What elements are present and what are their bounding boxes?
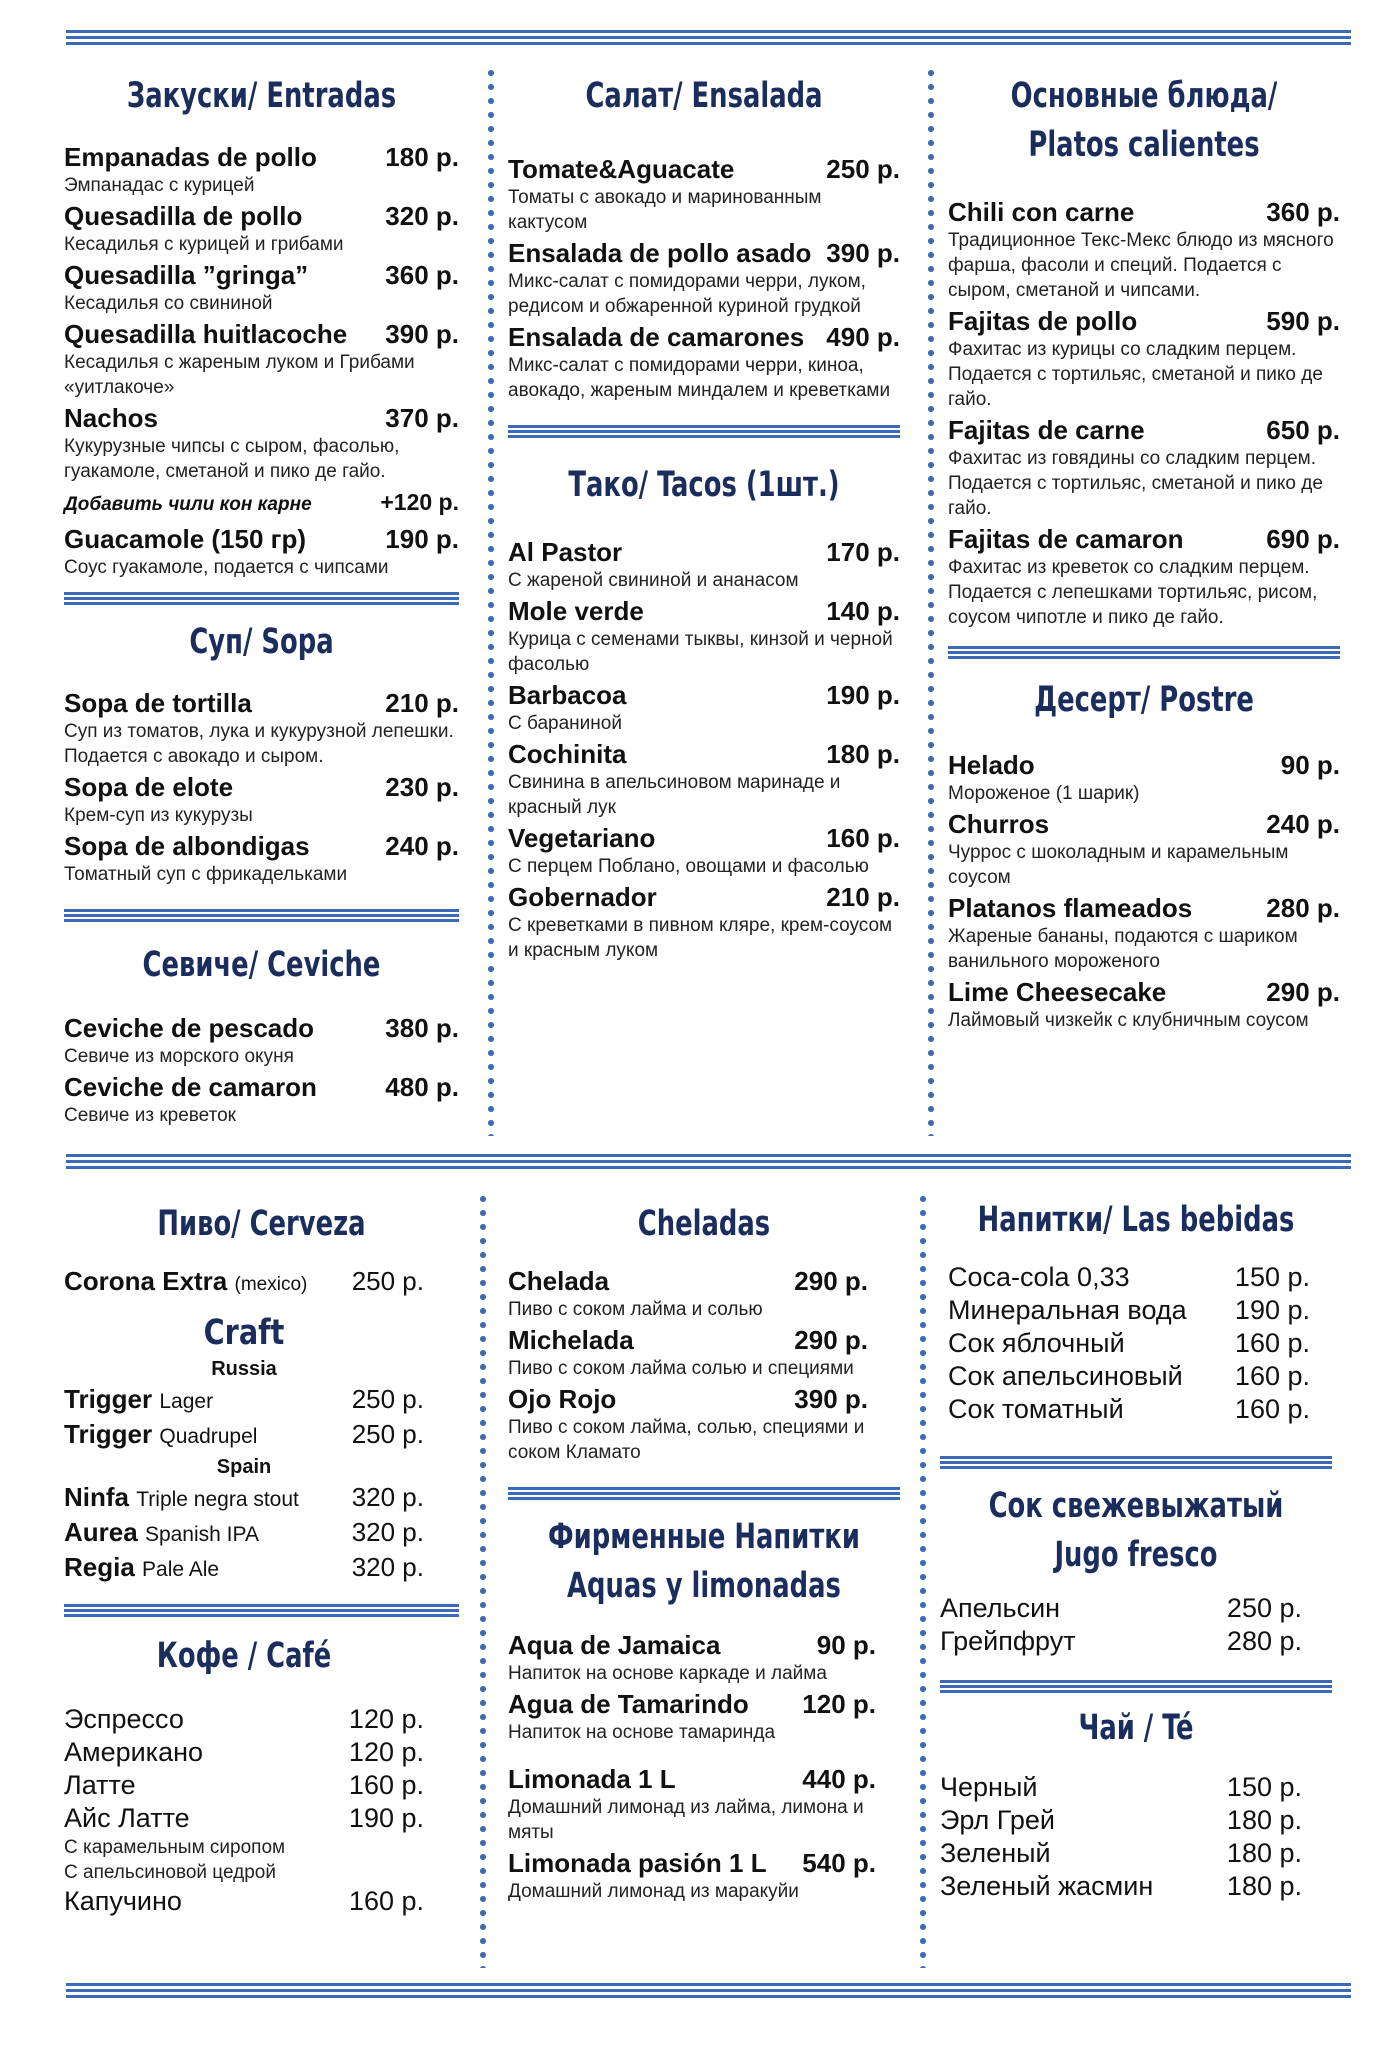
drink-item bbox=[948, 1327, 1310, 1360]
item-description: Пиво с соком лайма и солью bbox=[508, 1299, 763, 1320]
item-price: 180 р. bbox=[1226, 1805, 1302, 1835]
section-title: Салат/ Ensalada bbox=[585, 76, 823, 116]
item-description: Кукурузные чипсы с сыром, фасолью, гуакамоле, сметаной и пико де гайо. bbox=[64, 436, 400, 482]
menu-item bbox=[948, 414, 1340, 521]
item-description: Севиче из морского окуня bbox=[64, 1046, 294, 1067]
juice-item bbox=[940, 1592, 1302, 1625]
item-description: С апельсиновой цедрой bbox=[64, 1862, 276, 1883]
section-salat bbox=[508, 72, 900, 403]
item-description: С креветками в пивном кляре, крем-соусом и красным луком bbox=[508, 915, 893, 961]
dotted-divider bbox=[920, 1192, 926, 1968]
menu-item bbox=[64, 523, 459, 580]
item-description: Томатный суп с фрикадельками bbox=[64, 864, 348, 885]
beer-style: Spanish IPA bbox=[144, 1523, 259, 1546]
beer-price: 250 р. bbox=[351, 1266, 424, 1296]
item-name: Gobernador bbox=[508, 882, 657, 912]
item-name: Ensalada de pollo asado bbox=[508, 238, 812, 268]
item-price: 150 р. bbox=[1234, 1262, 1310, 1292]
section-kofe bbox=[64, 1632, 459, 1918]
item-price: 390 р. bbox=[826, 238, 900, 268]
beer-item bbox=[64, 1418, 424, 1453]
section-divider bbox=[940, 1456, 1332, 1470]
item-description: Крем-суп из кукурузы bbox=[64, 805, 253, 826]
column-bottom-left bbox=[64, 1200, 459, 1918]
section-sok bbox=[940, 1482, 1332, 1658]
item-name: Американо bbox=[64, 1737, 204, 1767]
item-description: Пиво с соком лайма, солью, специями и соком Кламато bbox=[508, 1417, 865, 1463]
item-price: 290 р. bbox=[1266, 977, 1340, 1007]
drink-item bbox=[948, 1261, 1310, 1294]
section-tacos bbox=[508, 461, 900, 963]
item-description: Кесадилья с курицей и грибами bbox=[64, 234, 344, 255]
item-name: Vegetariano bbox=[508, 823, 656, 853]
item-description: С бараниной bbox=[508, 713, 622, 734]
item-description: С карамельным сиропом bbox=[64, 1837, 286, 1858]
item-price: 650 р. bbox=[1266, 415, 1340, 445]
beer-style: Quadrupel bbox=[159, 1425, 258, 1448]
item-price: 440 р. bbox=[802, 1764, 876, 1794]
item-price: 190 р. bbox=[348, 1803, 424, 1833]
addon-price: +120 р. bbox=[380, 489, 459, 515]
section-title: Суп/ Sopa bbox=[189, 622, 334, 662]
beer-style: Triple negra stout bbox=[136, 1488, 299, 1511]
item-name: Fajitas de pollo bbox=[948, 306, 1138, 336]
item-description: Эмпанадас с курицей bbox=[64, 175, 255, 196]
menu-item bbox=[508, 595, 900, 677]
beer-name: Regia bbox=[64, 1552, 135, 1582]
item-price: 240 р. bbox=[385, 831, 459, 861]
tea-item bbox=[940, 1804, 1302, 1837]
menu-item bbox=[508, 679, 900, 736]
item-price: 280 р. bbox=[1266, 893, 1340, 923]
item-description: Фахитас из креветок со сладким перцем. Подается с лепешками тортильяс, рисом, соусом чипотле и пико де гайо. bbox=[948, 557, 1318, 628]
beer-name: Trigger bbox=[64, 1419, 153, 1449]
item-name: Quesadilla de pollo bbox=[64, 201, 303, 231]
dotted-divider bbox=[928, 66, 934, 1136]
item-price: 190 р. bbox=[385, 524, 459, 554]
coffee-list bbox=[64, 1703, 424, 1918]
coffee-item bbox=[64, 1885, 424, 1918]
item-description: Фахитас из говядины со сладким перцем. Подается с тортильяс, сметаной и пико де гайо. bbox=[948, 448, 1323, 519]
item-name: Сок томатный bbox=[948, 1394, 1124, 1424]
item-name: Empanadas de pollo bbox=[64, 142, 317, 172]
item-description: Традиционное Текс-Мекс блюдо из мясного фарша, фасоли и специй. Подается с сыром, сметаной и чипсами. bbox=[948, 230, 1334, 301]
beer-item bbox=[64, 1481, 424, 1516]
menu-item bbox=[508, 738, 900, 820]
region-russia: Russia bbox=[211, 1358, 277, 1380]
section-title: Севиче/ Ceviche bbox=[142, 945, 381, 985]
section-title-line2: Platos calientes bbox=[1028, 125, 1260, 165]
menu-item bbox=[508, 237, 900, 319]
tea-item bbox=[940, 1771, 1302, 1804]
item-name: Fajitas de carne bbox=[948, 415, 1145, 445]
menu-item bbox=[64, 1012, 459, 1069]
middle-border-stripe bbox=[66, 1154, 1351, 1172]
item-price: 120 р. bbox=[348, 1704, 424, 1734]
item-description: Напиток на основе тамаринда bbox=[508, 1722, 776, 1743]
section-title-line2: Aquas y limonadas bbox=[567, 1566, 841, 1606]
item-price: 160 р. bbox=[1234, 1394, 1310, 1424]
menu-item bbox=[948, 196, 1340, 303]
item-name: Fajitas de camaron bbox=[948, 524, 1184, 554]
menu-item bbox=[508, 321, 900, 403]
section-divider bbox=[64, 592, 459, 606]
drink-item bbox=[948, 1393, 1310, 1426]
item-description: Суп из томатов, лука и кукурузной лепешки. Подается с авокадо и сыром. bbox=[64, 721, 454, 767]
item-description: Пиво с соком лайма солью и специями bbox=[508, 1358, 854, 1379]
item-name: Michelada bbox=[508, 1325, 634, 1355]
item-description: Лаймовый чизкейк с клубничным соусом bbox=[948, 1010, 1309, 1031]
section-title: Закуски/ Entradas bbox=[126, 76, 397, 116]
item-name: Sopa de albondigas bbox=[64, 831, 310, 861]
item-description: Микс-салат с помидорами черри, киноа, авокадо, жареным миндалем и креветками bbox=[508, 355, 891, 401]
menu-item bbox=[508, 822, 900, 879]
section-title: Чай / Té bbox=[1078, 1708, 1194, 1748]
item-price: 250 р. bbox=[1226, 1593, 1302, 1623]
item-price: 390 р. bbox=[794, 1384, 868, 1414]
beer-name: Ninfa bbox=[64, 1482, 129, 1512]
section-divider bbox=[948, 646, 1340, 660]
item-name: Эспрессо bbox=[64, 1704, 184, 1734]
item-price: 490 р. bbox=[826, 322, 900, 352]
item-name: Helado bbox=[948, 750, 1035, 780]
item-price: 180 р. bbox=[1226, 1838, 1302, 1868]
item-description: Напиток на основе каркаде и лайма bbox=[508, 1663, 827, 1684]
column-top-right bbox=[948, 72, 1340, 1035]
section-title: Десерт/ Postre bbox=[1034, 680, 1254, 720]
coffee-item bbox=[64, 1703, 424, 1736]
section-divider bbox=[940, 1680, 1332, 1694]
menu-item bbox=[948, 892, 1340, 974]
section-napitki bbox=[940, 1196, 1332, 1426]
menu-item bbox=[948, 749, 1340, 806]
item-price: 160 р. bbox=[1234, 1328, 1310, 1358]
item-name: Ojo Rojo bbox=[508, 1384, 617, 1414]
menu-item bbox=[948, 305, 1340, 412]
item-name: Айс Латте bbox=[64, 1803, 190, 1833]
item-name: Tomate&Aguacate bbox=[508, 154, 735, 184]
section-title: Тако/ Tacos (1шт.) bbox=[568, 465, 840, 505]
item-name: Зеленый жасмин bbox=[940, 1871, 1154, 1901]
tea-item bbox=[940, 1837, 1302, 1870]
item-name: Сок апельсиновый bbox=[948, 1361, 1183, 1391]
item-price: 90 р. bbox=[816, 1630, 876, 1660]
item-name: Черный bbox=[940, 1772, 1038, 1802]
item-price: 120 р. bbox=[802, 1689, 876, 1719]
menu-item bbox=[948, 808, 1340, 890]
item-price: 120 р. bbox=[348, 1737, 424, 1767]
item-price: 480 р. bbox=[385, 1072, 459, 1102]
section-title: Пиво/ Cerveza bbox=[157, 1204, 366, 1244]
column-top-left bbox=[64, 72, 459, 1130]
section-title-line2: Jugo fresco bbox=[1054, 1535, 1218, 1575]
section-pivo bbox=[64, 1200, 459, 1586]
item-description: Свинина в апельсиновом маринаде и красный лук bbox=[508, 772, 841, 818]
item-name: Chelada bbox=[508, 1266, 610, 1296]
item-price: 290 р. bbox=[794, 1266, 868, 1296]
menu-item bbox=[948, 523, 1340, 630]
item-description: Томаты с авокадо и маринованным кактусом bbox=[508, 187, 822, 233]
coffee-item bbox=[64, 1802, 424, 1835]
item-name: Капучино bbox=[64, 1886, 182, 1916]
addon-name: Добавить чили кон карне bbox=[64, 494, 312, 515]
item-price: 160 р. bbox=[348, 1770, 424, 1800]
section-zakuski bbox=[64, 72, 459, 580]
drink-item bbox=[948, 1294, 1310, 1327]
item-name: Agua de Tamarindo bbox=[508, 1689, 749, 1719]
item-name: Quesadilla huitlacoche bbox=[64, 319, 348, 349]
section-divider bbox=[64, 909, 459, 923]
item-description: Чуррос с шоколадным и карамельным соусом bbox=[948, 842, 1289, 888]
item-description: Микс-салат с помидорами черри, луком, редисом и обжаренной куриной грудкой bbox=[508, 271, 866, 317]
item-description: Жареные бананы, подаются с шариком ванильного мороженого bbox=[948, 926, 1298, 972]
item-name: Sopa de elote bbox=[64, 772, 234, 802]
item-description: Мороженое (1 шарик) bbox=[948, 783, 1140, 804]
item-name: Эрл Грей bbox=[940, 1805, 1055, 1835]
item-name: Quesadilla ”gringa” bbox=[64, 260, 309, 290]
section-sopa bbox=[64, 618, 459, 887]
beer-name: Corona Extra bbox=[64, 1266, 228, 1296]
menu-item bbox=[64, 771, 459, 828]
craft-title: Craft bbox=[203, 1313, 285, 1353]
column-top-middle bbox=[508, 72, 900, 965]
menu-item bbox=[64, 687, 459, 769]
item-price: 190 р. bbox=[1234, 1295, 1310, 1325]
item-name: Cochinita bbox=[508, 739, 627, 769]
section-title: Напитки/ Las bebidas bbox=[977, 1200, 1295, 1240]
item-price: 590 р. bbox=[1266, 306, 1340, 336]
coffee-item bbox=[64, 1769, 424, 1802]
item-name: Coca-cola 0,33 bbox=[948, 1262, 1130, 1292]
menu-item bbox=[64, 318, 459, 400]
beer-name: Trigger bbox=[64, 1384, 153, 1414]
beer-style: Lager bbox=[159, 1390, 214, 1413]
beer-style: Pale Ale bbox=[142, 1558, 220, 1581]
item-name: Platanos flameados bbox=[948, 893, 1193, 923]
dotted-divider bbox=[488, 66, 494, 1136]
juice-item bbox=[940, 1625, 1302, 1658]
item-name: Aqua de Jamaica bbox=[508, 1630, 721, 1660]
item-name: Латте bbox=[64, 1770, 136, 1800]
item-price: 90 р. bbox=[1280, 750, 1340, 780]
item-name: Al Pastor bbox=[508, 537, 623, 567]
menu-item bbox=[508, 536, 900, 593]
item-name: Lime Cheesecake bbox=[948, 977, 1167, 1007]
item-price: 190 р. bbox=[826, 680, 900, 710]
item-description: Соус гуакамоле, подается с чипсами bbox=[64, 557, 389, 578]
menu-item bbox=[508, 1763, 876, 1845]
section-title-line1: Основные блюда/ bbox=[1010, 76, 1278, 116]
menu-item bbox=[508, 1629, 876, 1686]
item-price: 250 р. bbox=[826, 154, 900, 184]
beer-price: 320 р. bbox=[351, 1552, 424, 1582]
item-price: 380 р. bbox=[385, 1013, 459, 1043]
column-bottom-right bbox=[940, 1196, 1332, 1903]
menu-item-addon bbox=[64, 486, 459, 521]
section-title: Кофе / Café bbox=[156, 1636, 332, 1676]
menu-item bbox=[948, 976, 1340, 1033]
item-price: 210 р. bbox=[826, 882, 900, 912]
top-border-stripe bbox=[66, 30, 1351, 48]
item-description: Кесадилья со свининой bbox=[64, 293, 273, 314]
item-name: Churros bbox=[948, 809, 1050, 839]
item-name: Limonada 1 L bbox=[508, 1764, 676, 1794]
item-description: Курица с семенами тыквы, кинзой и черной фасолью bbox=[508, 629, 893, 675]
beer-item bbox=[64, 1265, 424, 1301]
item-description: Домашний лимонад из маракуйи bbox=[508, 1881, 799, 1902]
section-title-line1: Фирменные Напитки bbox=[548, 1517, 860, 1557]
item-name: Sopa de tortilla bbox=[64, 688, 252, 718]
item-price: 160 р. bbox=[348, 1886, 424, 1916]
item-price: 390 р. bbox=[385, 319, 459, 349]
bottom-border-stripe bbox=[66, 1983, 1351, 2001]
section-divider bbox=[508, 1487, 900, 1501]
menu-item bbox=[508, 1324, 868, 1381]
menu-item bbox=[508, 153, 900, 235]
section-osnovnye bbox=[948, 72, 1340, 630]
beer-item bbox=[64, 1383, 424, 1418]
beer-price: 320 р. bbox=[351, 1517, 424, 1547]
section-cheladas bbox=[508, 1200, 900, 1465]
item-name: Nachos bbox=[64, 403, 158, 433]
item-name: Limonada pasión 1 L bbox=[508, 1848, 767, 1878]
beer-origin: (mexico) bbox=[234, 1274, 308, 1295]
item-name: Апельсин bbox=[940, 1593, 1061, 1623]
drink-item bbox=[948, 1360, 1310, 1393]
beer-price: 320 р. bbox=[351, 1482, 424, 1512]
item-price: 160 р. bbox=[1234, 1361, 1310, 1391]
beer-price: 250 р. bbox=[351, 1419, 424, 1449]
menu-item bbox=[508, 1688, 876, 1745]
item-price: 180 р. bbox=[385, 142, 459, 172]
item-price: 140 р. bbox=[826, 596, 900, 626]
item-name: Barbacoa bbox=[508, 680, 627, 710]
menu-item bbox=[508, 1847, 876, 1904]
firmennye-list bbox=[508, 1629, 876, 1904]
menu-item bbox=[508, 881, 900, 963]
drinks-list bbox=[948, 1261, 1310, 1426]
item-price: 180 р. bbox=[826, 739, 900, 769]
section-title: Cheladas bbox=[637, 1204, 771, 1244]
column-bottom-middle bbox=[508, 1200, 900, 1906]
tea-list bbox=[940, 1771, 1302, 1903]
item-name: Chili con carne bbox=[948, 197, 1135, 227]
juice-list bbox=[940, 1592, 1302, 1658]
beer-item bbox=[64, 1551, 424, 1586]
item-price: 540 р. bbox=[802, 1848, 876, 1878]
item-price: 320 р. bbox=[385, 201, 459, 231]
menu-item bbox=[64, 402, 459, 484]
item-price: 360 р. bbox=[1266, 197, 1340, 227]
section-chai bbox=[940, 1704, 1332, 1903]
section-title-line1: Сок свежевыжатый bbox=[988, 1486, 1284, 1526]
region-spain: Spain bbox=[216, 1456, 272, 1478]
item-description: Севиче из креветок bbox=[64, 1105, 236, 1126]
item-description: Домашний лимонад из лайма, лимона и мяты bbox=[508, 1797, 864, 1843]
menu-item bbox=[64, 1071, 459, 1128]
item-price: 370 р. bbox=[385, 403, 459, 433]
item-name: Грейпфрут bbox=[940, 1626, 1076, 1656]
dotted-divider bbox=[480, 1192, 486, 1968]
item-price: 180 р. bbox=[1226, 1871, 1302, 1901]
menu-item bbox=[64, 830, 459, 887]
section-divider bbox=[508, 425, 900, 439]
item-price: 170 р. bbox=[826, 537, 900, 567]
item-price: 230 р. bbox=[385, 772, 459, 802]
item-description: Фахитас из курицы со сладким перцем. Подается с тортильяс, сметаной и пико де гайо. bbox=[948, 339, 1323, 410]
menu-item bbox=[64, 200, 459, 257]
section-firmennye bbox=[508, 1513, 900, 1904]
item-name: Ceviche de camaron bbox=[64, 1072, 317, 1102]
item-price: 280 р. bbox=[1226, 1626, 1302, 1656]
item-price: 360 р. bbox=[385, 260, 459, 290]
item-description: С жареной свининой и ананасом bbox=[508, 570, 799, 591]
beer-name: Aurea bbox=[64, 1517, 138, 1547]
item-description: С перцем Поблано, овощами и фасолью bbox=[508, 856, 869, 877]
item-name: Ceviche de pescado bbox=[64, 1013, 314, 1043]
coffee-item bbox=[64, 1736, 424, 1769]
item-price: 690 р. bbox=[1266, 524, 1340, 554]
tea-item bbox=[940, 1870, 1302, 1903]
item-name: Ensalada de camarones bbox=[508, 322, 805, 352]
item-description: Кесадилья с жареным луком и Грибами «уитлакоче» bbox=[64, 352, 415, 398]
item-price: 150 р. bbox=[1226, 1772, 1302, 1802]
cheladas-list bbox=[508, 1265, 868, 1465]
item-name: Зеленый bbox=[940, 1838, 1051, 1868]
menu-item bbox=[64, 141, 459, 198]
item-price: 290 р. bbox=[794, 1325, 868, 1355]
item-name: Mole verde bbox=[508, 596, 644, 626]
section-divider bbox=[64, 1604, 459, 1618]
item-name: Guacamole (150 гр) bbox=[64, 524, 307, 554]
item-price: 160 р. bbox=[826, 823, 900, 853]
item-name: Минеральная вода bbox=[948, 1295, 1187, 1325]
item-price: 210 р. bbox=[385, 688, 459, 718]
beer-item bbox=[64, 1516, 424, 1551]
beer-price: 250 р. bbox=[351, 1384, 424, 1414]
item-price: 240 р. bbox=[1266, 809, 1340, 839]
menu-item bbox=[508, 1383, 868, 1465]
menu-item bbox=[508, 1265, 868, 1322]
menu-item bbox=[64, 259, 459, 316]
section-desert bbox=[948, 676, 1340, 1033]
section-ceviche bbox=[64, 941, 459, 1128]
item-name: Сок яблочный bbox=[948, 1328, 1125, 1358]
